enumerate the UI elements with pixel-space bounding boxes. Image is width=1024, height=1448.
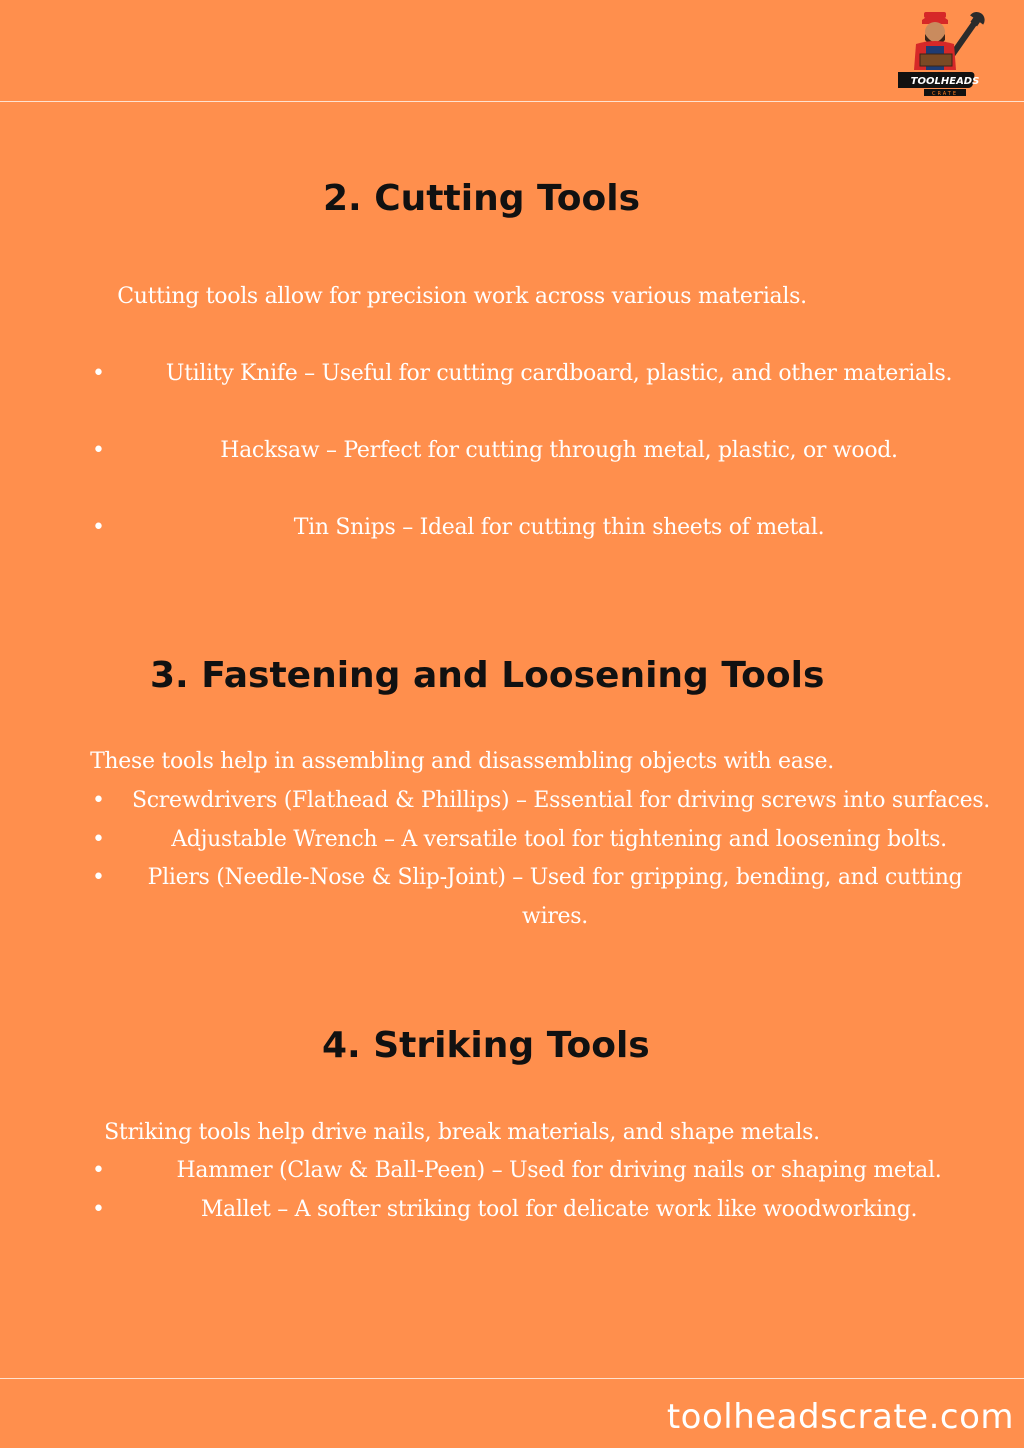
bullet-icon: • <box>92 1158 105 1183</box>
list-item-text: Hammer (Claw & Ball-Peen) – Used for driving nails or shaping metal. <box>176 1158 942 1183</box>
bullet-icon: • <box>92 788 105 813</box>
list-item <box>90 821 1000 860</box>
header-divider <box>0 101 1024 102</box>
logo-wordmark: TOOLHEADS <box>910 76 980 87</box>
list-item-text: Pliers (Needle-Nose & Slip-Joint) – Used for gripping, bending, and cutting wires. <box>147 865 963 929</box>
footer-divider <box>0 1378 1024 1379</box>
list-item-text: Mallet – A softer striking tool for delicate work like woodworking. <box>200 1196 918 1222</box>
list-item <box>90 1152 1000 1191</box>
bullet-icon: • <box>92 361 105 386</box>
list-item-text: Hacksaw – Perfect for cutting through metal, plastic, or wood. <box>220 438 898 463</box>
list-item <box>90 782 1000 821</box>
bullet-icon: • <box>92 1196 105 1222</box>
list-item <box>90 859 1000 936</box>
list-item <box>90 355 1000 394</box>
section-heading-fastening-tools: 3. Fastening and Loosening Tools <box>150 655 825 696</box>
list-item <box>90 432 1000 471</box>
list-item-text: Screwdrivers (Flathead & Phillips) – Essential for driving screws into surfaces. <box>132 788 990 813</box>
section-intro-cutting-tools: Cutting tools allow for precision work across various materials. <box>117 284 807 309</box>
list-item-text: Utility Knife – Useful for cutting cardboard, plastic, and other materials. <box>165 361 953 386</box>
bullet-icon: • <box>92 865 105 890</box>
striking-tools-list <box>90 1152 1000 1229</box>
section-intro-striking-tools: Striking tools help drive nails, break materials, and shape metals. <box>104 1120 820 1145</box>
cutting-tools-list <box>90 355 1000 586</box>
bullet-icon: • <box>92 515 105 540</box>
bullet-icon: • <box>92 438 105 463</box>
section-heading-cutting-tools: 2. Cutting Tools <box>323 178 641 219</box>
toolheads-crate-logo[interactable] <box>898 10 990 98</box>
section-heading-striking-tools: 4. Striking Tools <box>322 1025 650 1066</box>
logo-subtext: CRATE <box>931 91 959 97</box>
list-item <box>90 1191 1000 1230</box>
list-item-text: Tin Snips – Ideal for cutting thin sheets of metal. <box>293 515 825 540</box>
list-item-text: Adjustable Wrench – A versatile tool for tightening and loosening bolts. <box>171 826 947 852</box>
list-item <box>90 509 1000 548</box>
bullet-icon: • <box>92 826 105 852</box>
footer-website-link[interactable]: toolheadscrate.com <box>666 1397 1014 1437</box>
section-intro-fastening-tools: These tools help in assembling and disassembling objects with ease. <box>90 749 834 774</box>
fastening-tools-list <box>90 782 1000 936</box>
